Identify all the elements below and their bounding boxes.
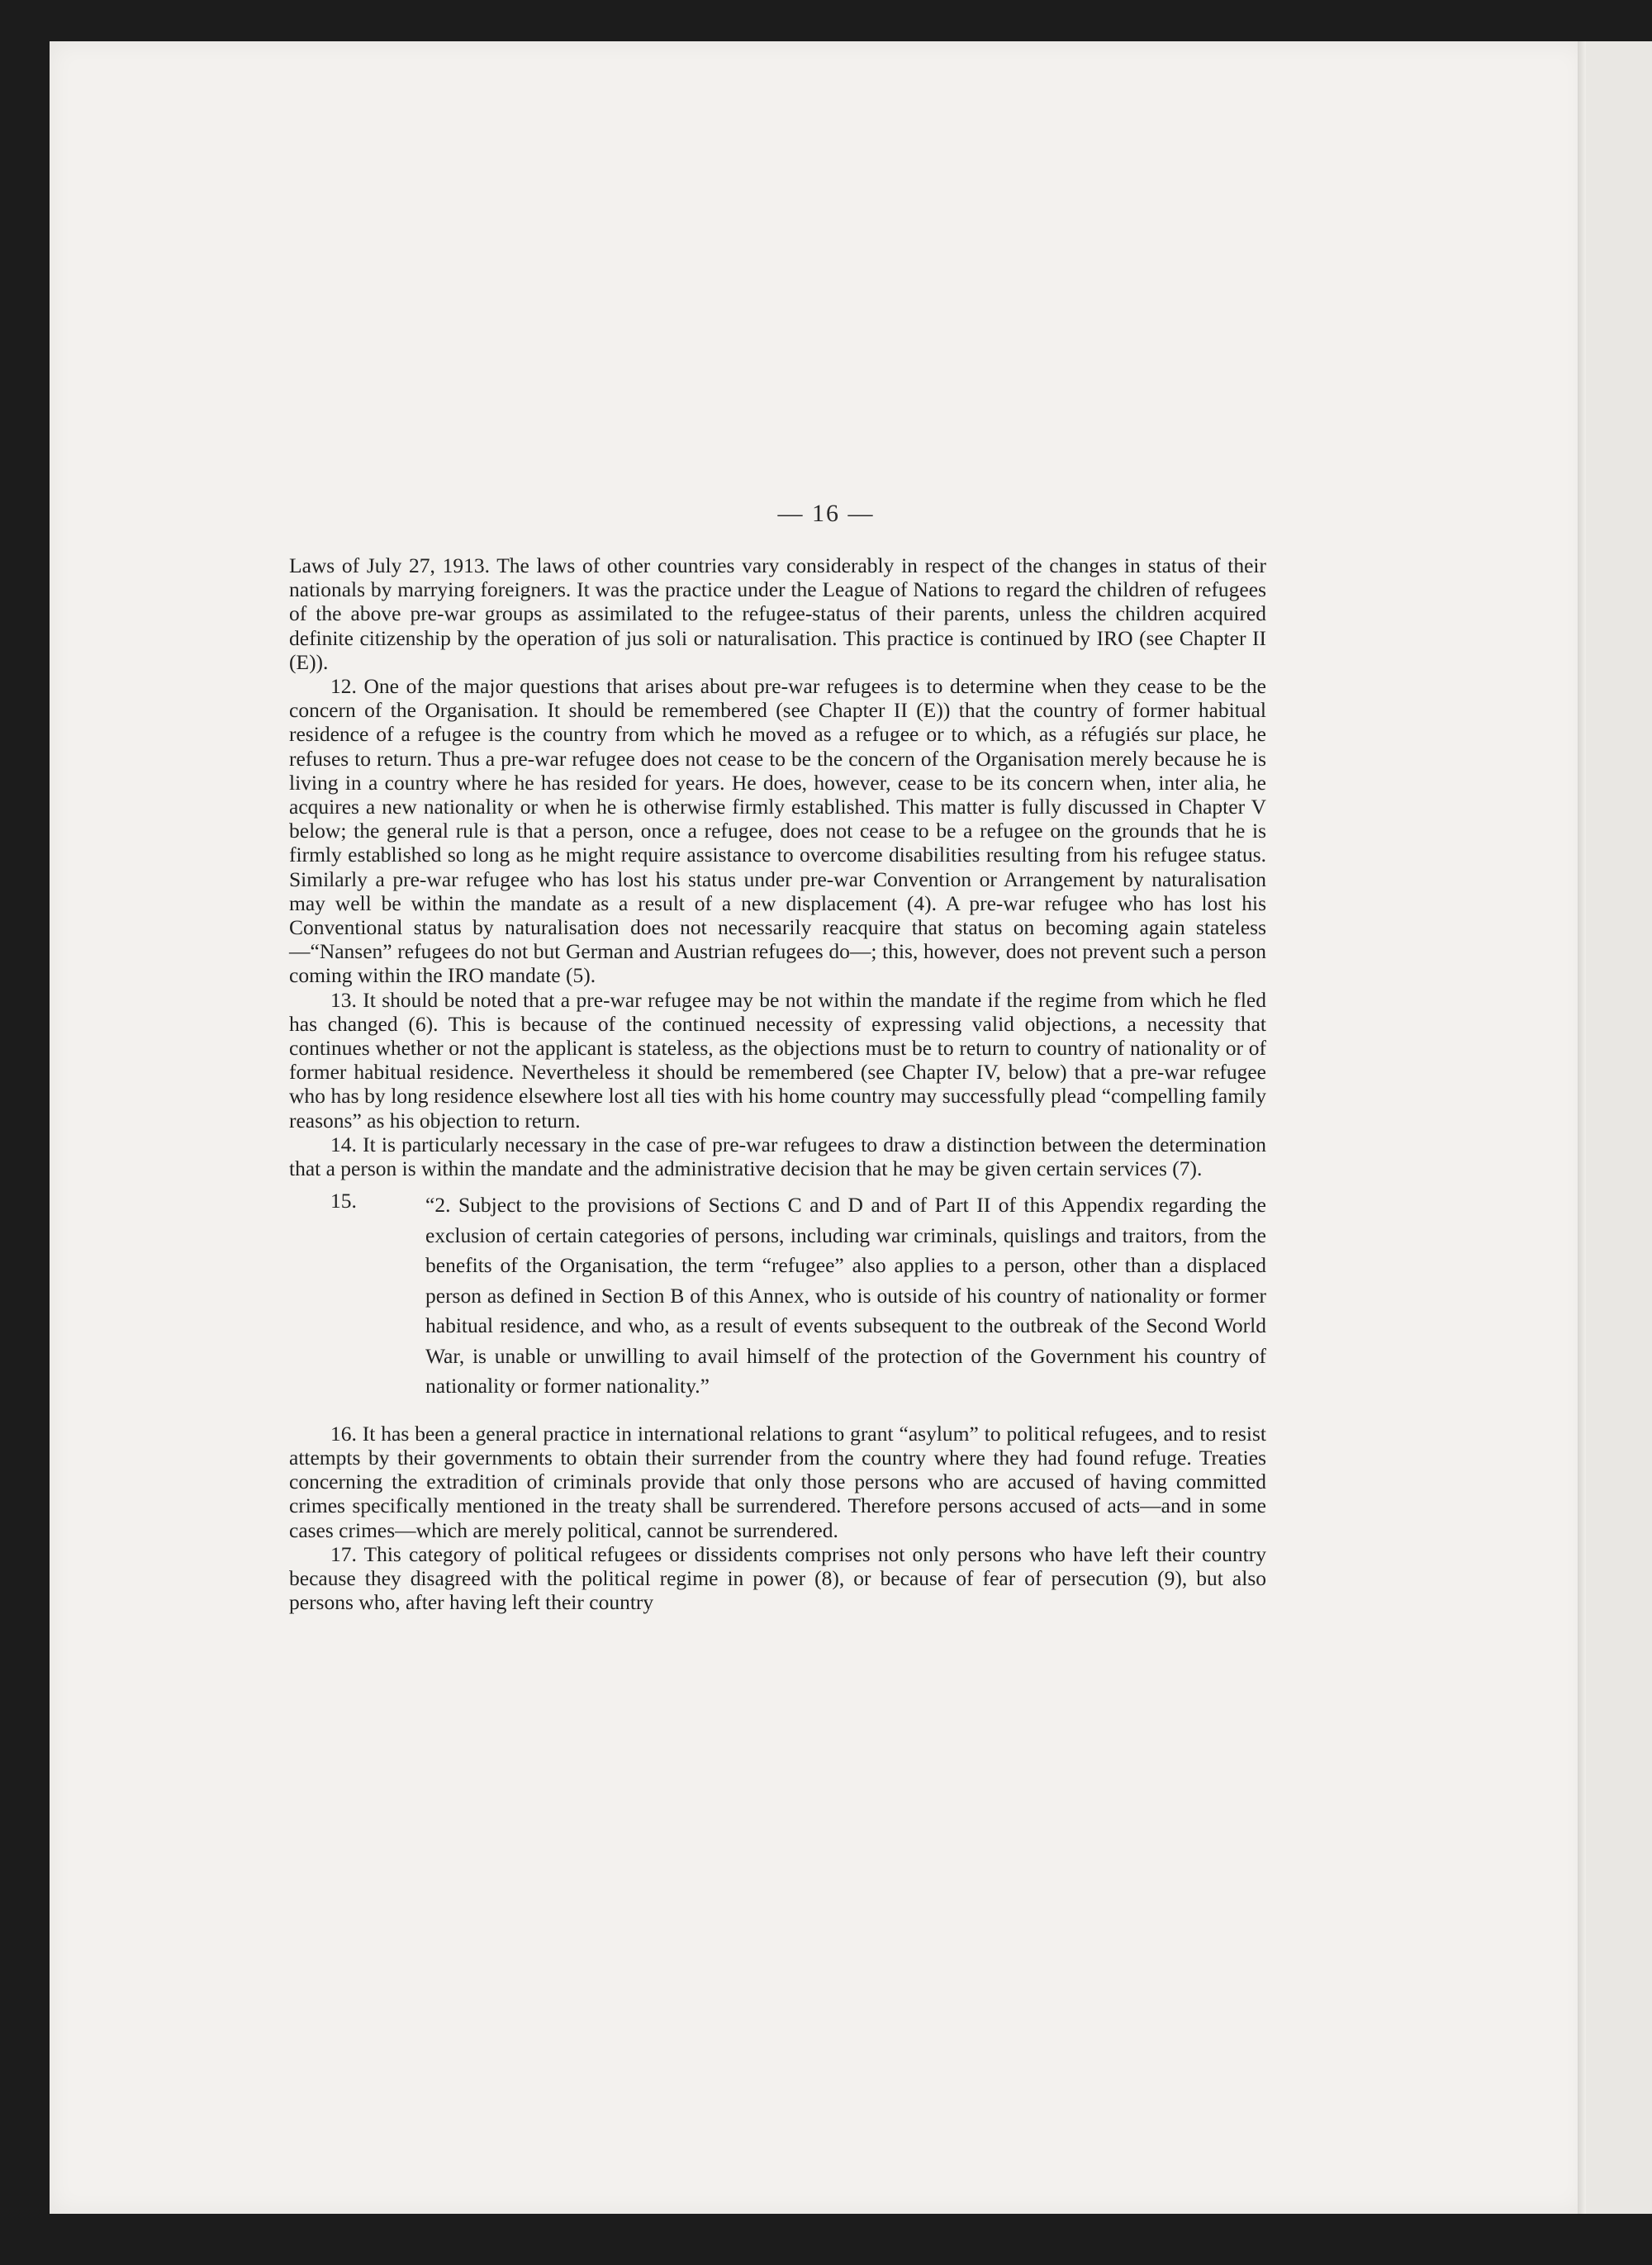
body-text [289,553,1266,1614]
paragraph-continuation: Laws of July 27, 1913. The laws of other countries vary considerably in respect of the changes in status of their nationals by marrying foreigners. It was the practice under the League of Nations to regard the children of refugees of the above pre-war groups as assimilated to the refugee-status of their parents, unless the children acquired definite citizenship by the operation of jus soli or naturalisation. This practice is continued by IRO (see Chapter II (E)). [289,553,1266,674]
paragraph-12: 12. One of the major questions that arises about pre-war refugees is to determine when they cease to be the concern of the Organisation. It should be remembered (see Chapter II (E)) that the country of former habitual residence of a refugee is the country from which he moved as a refugee or to which, as a réfugiés sur place, he refuses to return. Thus a pre-war refugee does not cease to be the concern of the Organisation merely because he is living in a country where he has resided for years. He does, however, cease to be its concern when, inter alia, he acquires a new nationality or when he is otherwise firmly established. This matter is fully discussed in Chapter V below; the general rule is that a person, once a refugee, does not cease to be a refugee on the grounds that he is firmly established so long as he might require assistance to overcome disabilities resulting from his refugee status. Similarly a pre-war refugee who has lost his status under pre-war Convention or Arrangement by naturalisation may well be within the mandate as a result of a new displacement (4). A pre-war refugee who has lost his Conventional status by naturalisation does not necessarily reacquire that status on becoming again stateless—“Nansen” refugees do not but German and Austrian refugees do—; this, however, does not prevent such a person coming within the IRO mandate (5). [289,674,1266,988]
next-page-edge [1586,41,1652,2214]
quoted-definition: “2. Subject to the provisions of Sections C and D and of Part II of this Appendix regarding the exclusion of certain categories of persons, including war criminals, quislings and traitors, from the benefits of the Organisation, the term “refugee” also applies to a person, other than a displaced person as defined in Section B of this Annex, who is outside of his country of nationality or former habitual residence, and who, as a result of events subsequent to the outbreak of the Second World War, is unable or unwilling to avail himself of the protection of the Government his country of nationality or former nationality.” [425,1193,1266,1398]
paragraph-13: 13. It should be noted that a pre-war refugee may be not within the mandate if the regime from which he fled has changed (6). This is because of the continued necessity of expressing valid objections, a necessity that continues whether or not the applicant is stateless, as the objections must be to return to country of nationality or of former habitual residence. Nevertheless it should be remembered (see Chapter IV, below) that a pre-war refugee who has by long residence elsewhere lost all ties with his home country may successfully plead “compelling family reasons” as his objection to return. [289,987,1266,1132]
paragraph-15 [289,1189,1266,1402]
page-gutter [1578,41,1586,2214]
paragraph-16: 16. It has been a general practice in international relations to grant “asylum” to political refugees, and to resist attempts by their governments to obtain their surrender from the country where they had found refuge. Treaties concerning the extradition of criminals provide that only those persons who are accused of having committed crimes specifically mentioned in the treaty shall be surrendered. Therefore persons accused of acts—and in some cases crimes—which are merely political, cannot be surrendered. [289,1421,1266,1542]
paragraph-15-number: 15. [330,1189,357,1213]
paragraph-17: 17. This category of political refugees or dissidents comprises not only persons who have left their country because they disagreed with the political regime in power (8), or because of fear of persecution (9), but also persons who, after having left their country [289,1541,1266,1615]
page-number: — 16 — [777,500,875,527]
paragraph-14: 14. It is particularly necessary in the case of pre-war refugees to draw a distinction between the determination that a person is within the mandate and the administrative decision that he may be given certain services (7). [289,1132,1266,1181]
